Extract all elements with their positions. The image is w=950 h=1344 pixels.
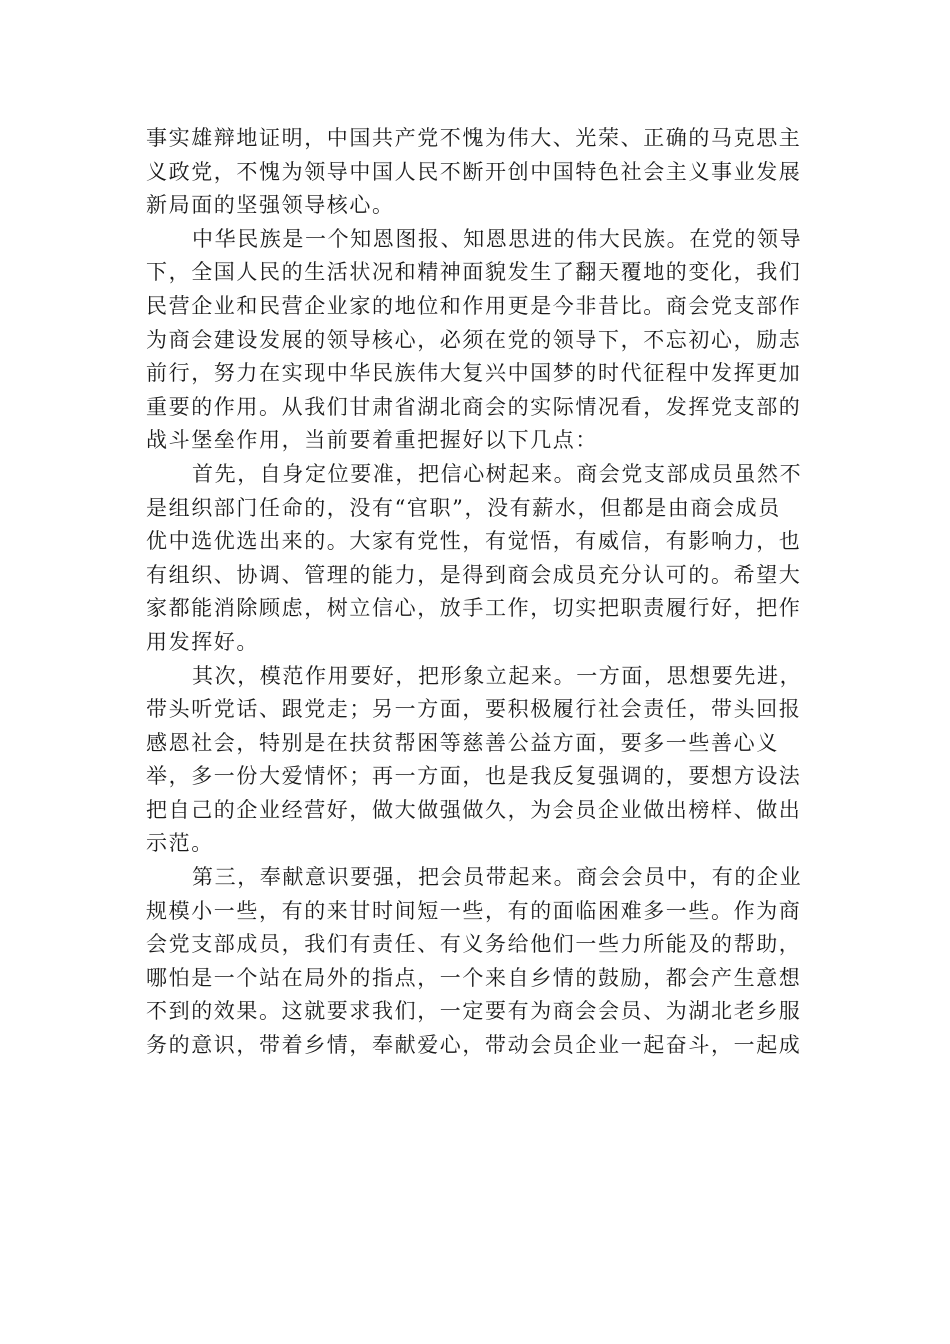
text-line: 义政党，不愧为领导中国人民不断开创中国特色社会主义事业发展 bbox=[146, 159, 802, 184]
text-line: 会党支部成员，我们有责任、有义务给他们一些力所能及的帮助， bbox=[146, 932, 802, 957]
text-line: 有组织、协调、管理的能力，是得到商会成员充分认可的。希望大 bbox=[146, 562, 802, 587]
text-line: 不到的效果。这就要求我们，一定要有为商会会员、为湖北老乡服 bbox=[146, 999, 802, 1024]
text-line: 事实雄辩地证明，中国共产党不愧为伟大、光荣、正确的马克思主 bbox=[146, 126, 802, 150]
text-line: 用发挥好。 bbox=[146, 629, 259, 654]
text-line: 务的意识，带着乡情，奉献爱心，带动会员企业一起奋斗，一起成 bbox=[146, 1033, 802, 1058]
text-line: 示范。 bbox=[146, 831, 214, 856]
text-line: 重要的作用。从我们甘肃省湖北商会的实际情况看，发挥党支部的 bbox=[146, 394, 802, 419]
text-line: 第三，奉献意识要强，把会员带起来。商会会员中，有的企业 bbox=[192, 865, 803, 890]
text-line: 民营企业和民营企业家的地位和作用更是今非昔比。商会党支部作 bbox=[146, 293, 802, 318]
text-line: 家都能消除顾虑，树立信心，放手工作，切实把职责履行好，把作 bbox=[146, 596, 802, 621]
text-line: 为商会建设发展的领导核心，必须在党的领导下，不忘初心，励志 bbox=[146, 327, 802, 352]
text-line: 战斗堡垒作用，当前要着重把握好以下几点： bbox=[146, 428, 598, 453]
text-line: 下，全国人民的生活状况和精神面貌发生了翻天覆地的变化，我们 bbox=[146, 260, 802, 285]
text-line: 首先，自身定位要准，把信心树起来。商会党支部成员虽然不 bbox=[192, 461, 803, 486]
text-line: 新局面的坚强领导核心。 bbox=[146, 193, 395, 218]
text-line: 规模小一些，有的来甘时间短一些，有的面临困难多一些。作为商 bbox=[146, 898, 802, 923]
paragraph-2 bbox=[146, 223, 806, 458]
paragraph-1 bbox=[146, 122, 806, 223]
text-line: 其次，模范作用要好，把形象立起来。一方面，思想要先进， bbox=[192, 663, 803, 688]
text-line: 带头听党话、跟党走；另一方面，要积极履行社会责任，带头回报 bbox=[146, 697, 802, 722]
paragraph-3 bbox=[146, 458, 806, 660]
paragraph-4 bbox=[146, 660, 806, 862]
text-line: 把自己的企业经营好，做大做强做久，为会员企业做出榜样、做出 bbox=[146, 797, 802, 822]
paragraph-5 bbox=[146, 861, 806, 1063]
text-line: 是组织部门任命的，没有“官职”，没有薪水，但都是由商会成员 bbox=[146, 495, 781, 520]
text-line: 感恩社会，特别是在扶贫帮困等慈善公益方面，要多一些善心义 bbox=[146, 730, 779, 755]
text-line: 哪怕是一个站在局外的指点，一个来自乡情的鼓励，都会产生意想 bbox=[146, 965, 802, 990]
text-line: 举，多一份大爱情怀；再一方面，也是我反复强调的，要想方设法 bbox=[146, 764, 802, 789]
text-line: 中华民族是一个知恩图报、知恩思进的伟大民族。在党的领导 bbox=[192, 226, 803, 251]
text-line: 前行，努力在实现中华民族伟大复兴中国梦的时代征程中发挥更加 bbox=[146, 361, 802, 386]
text-line: 优中选优选出来的。大家有党性，有觉悟，有威信，有影响力，也 bbox=[146, 529, 802, 554]
body-text bbox=[146, 122, 806, 1063]
